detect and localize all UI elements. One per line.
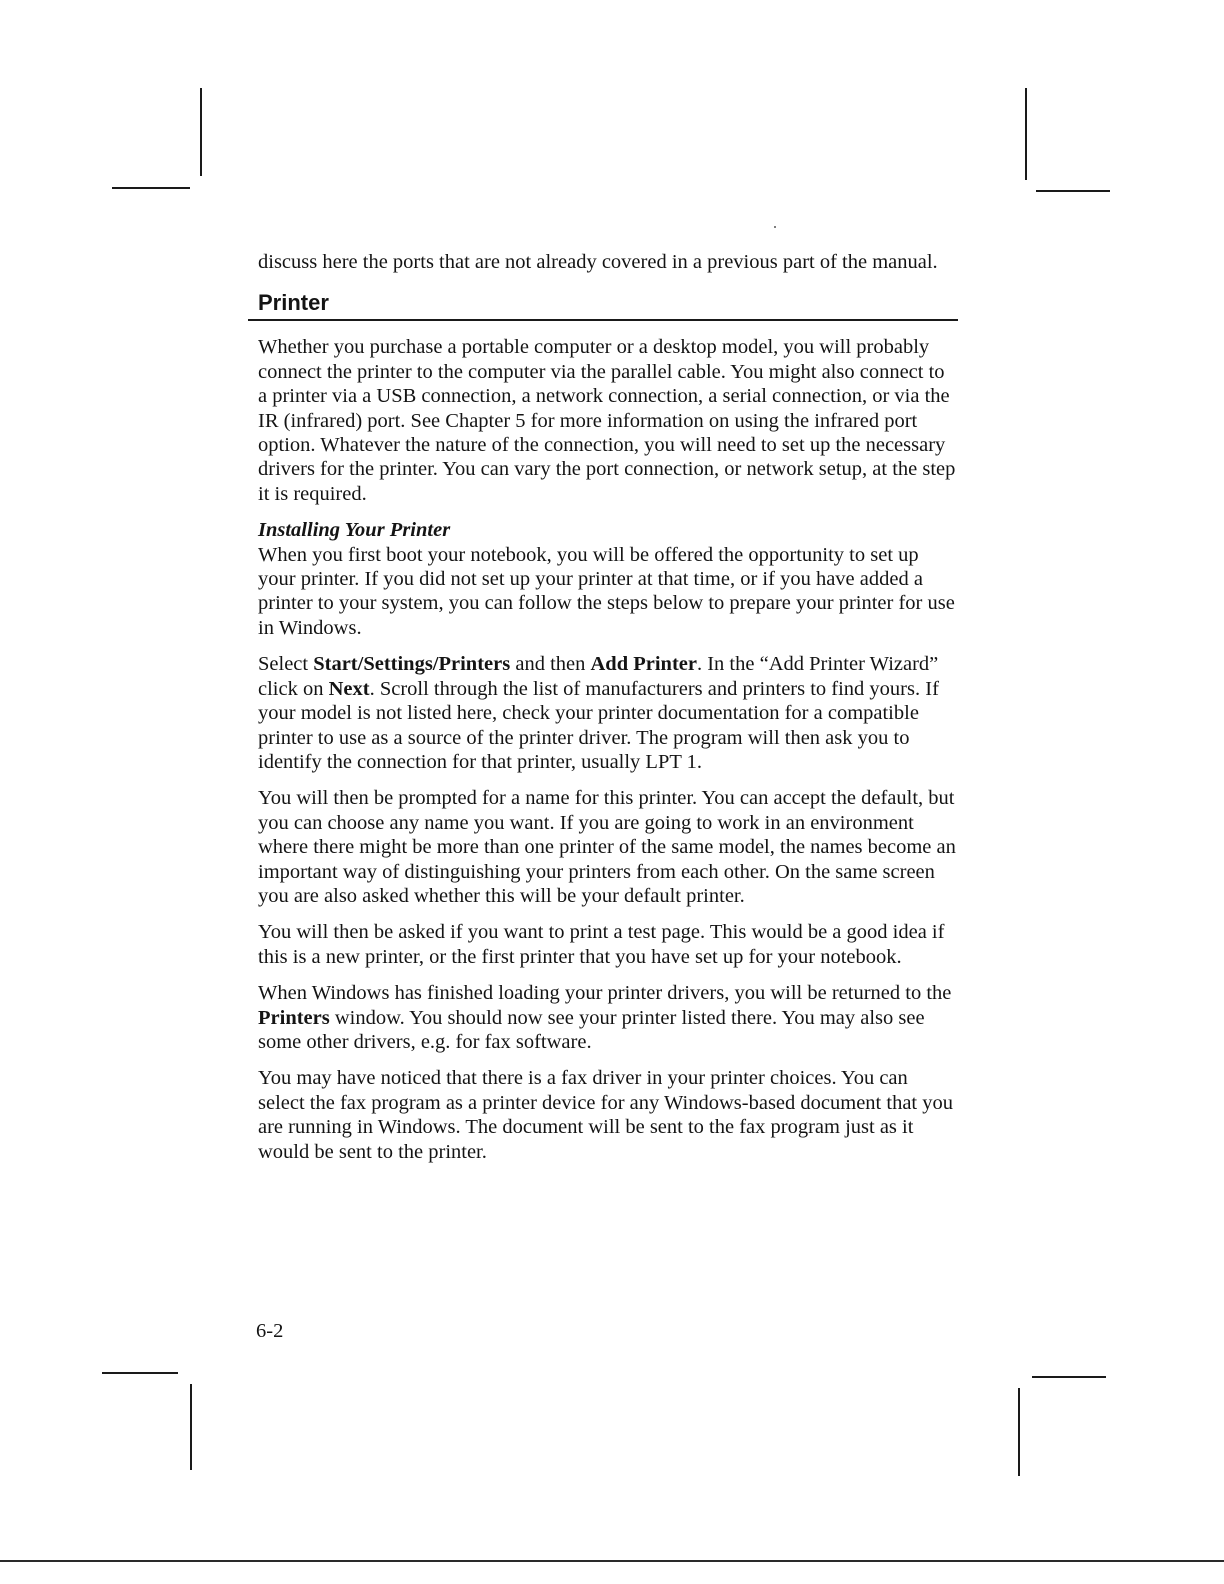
bold-printers: Printers xyxy=(258,1006,330,1029)
installing-paragraph-4: You will then be asked if you want to print a test page. This would be a good idea if this is a new printer, or the first printer that you have set up for your notebook. xyxy=(258,921,945,968)
bold-add-printer: Add Printer xyxy=(590,653,697,676)
text-run: and then xyxy=(510,653,591,676)
installing-paragraph-1: When you first boot your notebook, you will be offered the opportunity to set up your printer. If you did not set up your printer at that time, or if you have added a printer to your system, you can follow the steps below to prepare your printer for use in Windows. xyxy=(258,543,955,639)
crop-mark-bottom-right-vertical xyxy=(1018,1388,1020,1476)
installing-paragraph-6: You may have noticed that there is a fax driver in your printer choices. You can select the fax program as a printer device for any Windows-based document that you are running in Windows. The document will be sent to the fax program just as it would be sent to the printer. xyxy=(258,1067,953,1163)
bold-menu-path: Start/Settings/Printers xyxy=(313,653,511,676)
text-run: . In the “Add Printer Wizard” click on xyxy=(258,653,939,700)
bold-next: Next xyxy=(328,677,370,700)
crop-mark-top-left-vertical xyxy=(200,88,202,176)
page-bottom-edge xyxy=(0,1560,1224,1562)
text-run: When Windows has finished loading your printer drivers, you will be returned to the xyxy=(258,982,952,1005)
page-content xyxy=(258,250,958,1176)
text-run: window. You should now see your printer listed there. You may also see some other drivers, e.g. for fax software. xyxy=(258,1006,925,1053)
scan-speck xyxy=(774,226,776,228)
subheading-installing-your-printer: Installing Your Printer xyxy=(258,519,451,542)
page-number: 6-2 xyxy=(256,1320,284,1342)
installing-paragraph-2 xyxy=(258,652,958,774)
text-run: Select xyxy=(258,653,314,676)
text-run: . Scroll through the list of manufacturers and printers to find yours. If your model is not listed here, check your printer documentation for a compatible printer to use as a source of the printer driver. The program will then ask you to identify the connection for that printer, usually LPT 1. xyxy=(258,677,939,773)
crop-mark-bottom-right-horizontal xyxy=(1032,1376,1106,1378)
printer-paragraph-1: Whether you purchase a portable computer or a desktop model, you will probably connect the printer to the computer via the parallel cable. You might also connect to a printer via a USB connection, a network connection, a serial connection, or via the IR (infrared) port. See Chapter 5 for more information on using the infrared port option. Whatever the nature of the connection, you will need to set up the necessary drivers for the printer. You can vary the port connection, or network setup, at the step it is required. xyxy=(258,336,956,505)
intro-paragraph: discuss here the ports that are not already covered in a previous part of the manual. xyxy=(258,251,938,273)
crop-mark-bottom-left-vertical xyxy=(190,1384,192,1470)
crop-mark-bottom-left-horizontal xyxy=(102,1372,178,1374)
crop-mark-top-left-horizontal xyxy=(112,187,190,189)
printer-section-body xyxy=(258,335,958,1164)
installing-paragraph-3: You will then be prompted for a name for this printer. You can accept the default, but you can choose any name you want. If you are going to work in an environment where there might be more than one printer of the same model, the names become an important way of distinguishing your printers from each other. On the same screen you are also asked whether this will be your default printer. xyxy=(258,787,956,907)
installing-paragraph-5 xyxy=(258,981,958,1054)
crop-mark-top-right-horizontal xyxy=(1036,190,1110,192)
section-heading-printer: Printer xyxy=(248,290,958,321)
crop-mark-top-right-vertical xyxy=(1025,88,1027,180)
